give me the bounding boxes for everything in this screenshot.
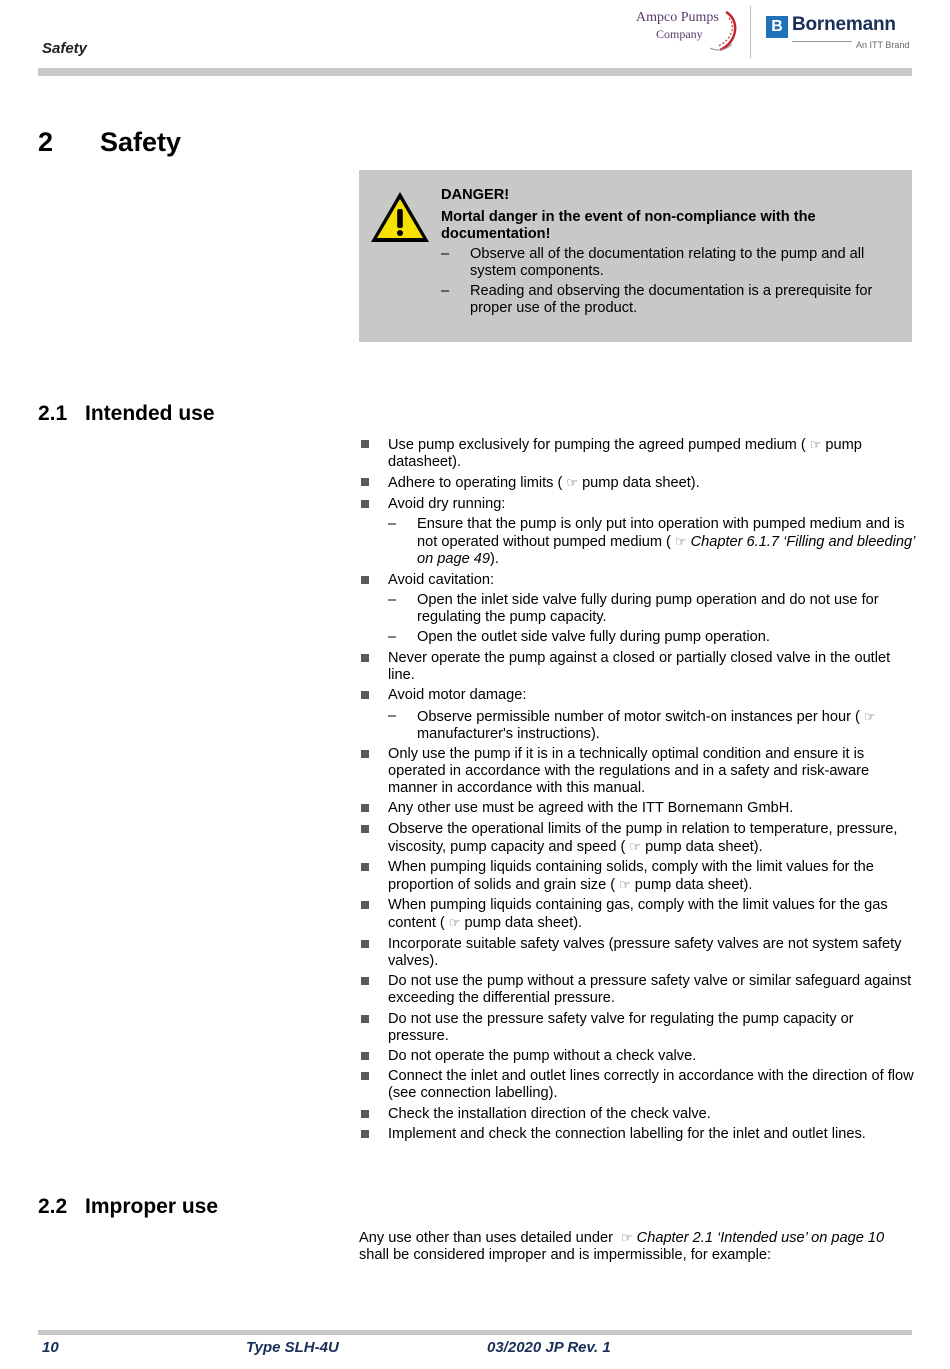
- square-bullet-icon: [361, 977, 369, 985]
- reference-text: pump data sheet: [582, 475, 691, 492]
- list-item: Incorporate suitable safety valves (pressure safety valves are not system safety valves).: [359, 936, 915, 970]
- sub-list-item: – Observe permissible number of motor switch-on instances per hour ( ☞manufacturer's instructions).: [388, 707, 876, 742]
- ampco-logo-line1: Ampco Pumps: [636, 10, 719, 25]
- list-item: Do not use the pump without a pressure safety valve or similar safeguard against exceeding the differential pressure.: [359, 973, 915, 1007]
- square-bullet-icon: [361, 576, 369, 584]
- footer-type: Type SLH-4U: [246, 1339, 339, 1356]
- list-item: Avoid motor damage:: [359, 687, 915, 704]
- danger-item: – Reading and observing the documentation is a prerequisite for proper use of the product.: [441, 283, 873, 316]
- footer-rule: [38, 1330, 912, 1335]
- bornemann-mark: B: [766, 16, 788, 38]
- footer-page-number: 10: [42, 1339, 59, 1356]
- bornemann-name: Bornemann: [792, 14, 896, 35]
- cross-reference-icon: ☞: [809, 437, 822, 452]
- section-number-2-1: 2.1: [38, 402, 68, 425]
- list-item: Never operate the pump against a closed or partially closed valve in the outlet line.: [359, 650, 915, 684]
- square-bullet-icon: [361, 654, 369, 662]
- improper-use-paragraph: Any use other than uses detailed under ☞ Chapter 2.1 ‘Intended use’ on page 10 shall be considered improper and is impermissible, for example:: [359, 1230, 885, 1263]
- cross-reference-icon: ☞: [629, 838, 642, 854]
- dash-marker: –: [388, 516, 397, 533]
- list-item: Avoid cavitation:: [359, 572, 915, 589]
- dash-marker: –: [388, 707, 397, 724]
- section-title-improper-use: Improper use: [85, 1195, 219, 1218]
- list-item: Check the installation direction of the check valve.: [359, 1106, 915, 1123]
- footer-revision: 03/2020 JP Rev. 1: [487, 1339, 611, 1356]
- logo-separator: [750, 6, 751, 58]
- reference-text: pump data sheet: [645, 838, 754, 855]
- square-bullet-icon: [361, 1052, 369, 1060]
- bornemann-tagline: An ITT Brand: [856, 40, 910, 50]
- square-bullet-icon: [361, 804, 369, 812]
- square-bullet-icon: [361, 1072, 369, 1080]
- list-item: When pumping liquids containing solids, comply with the limit values for the proportion of solids and grain size ( ☞ pump data sheet).: [359, 859, 915, 894]
- running-header-title: Safety: [42, 40, 88, 57]
- list-item: Do not use the pressure safety valve for regulating the pump capacity or pressure.: [359, 1011, 915, 1045]
- reference-text: pump data sheet: [464, 915, 574, 932]
- danger-notice: [359, 170, 912, 342]
- list-item: Only use the pump if it is in a technically optimal condition and ensure it is operated in accordance with the regulations and in a safety and risk-aware manner in accordance with this manual.: [359, 746, 915, 797]
- square-bullet-icon: [361, 750, 369, 758]
- list-item: Do not operate the pump without a check valve.: [359, 1048, 915, 1065]
- header-rule: [38, 68, 912, 76]
- square-bullet-icon: [361, 691, 369, 699]
- list-item: Implement and check the connection labelling for the inlet and outlet lines.: [359, 1126, 915, 1143]
- square-bullet-icon: [361, 500, 369, 508]
- section-number-2-2: 2.2: [38, 1195, 68, 1218]
- danger-label: DANGER!: [441, 187, 510, 203]
- square-bullet-icon: [361, 1130, 369, 1138]
- sub-list-item: – Ensure that the pump is only put into operation with pumped medium and is not operated without pumped medium ( ☞ Chapter 6.1.7 ‘Filling and bleeding’ on page 49).: [388, 516, 915, 568]
- danger-item: – Observe all of the documentation relating to the pump and all system components.: [441, 246, 865, 279]
- ampco-pumps-logo: [632, 8, 740, 54]
- cross-reference-icon: ☞: [621, 1230, 633, 1245]
- list-item: Any other use must be agreed with the ITT Bornemann GmbH.: [359, 800, 915, 817]
- intended-use-list: [359, 436, 915, 1147]
- square-bullet-icon: [361, 1110, 369, 1118]
- reference-text: pump data sheet: [634, 877, 744, 894]
- sub-list-item: – Open the outlet side valve fully during pump operation.: [388, 629, 770, 646]
- list-item: When pumping liquids containing gas, comply with the limit values for the gas content ( ☞ pump data sheet).: [359, 897, 915, 932]
- list-item: Adhere to operating limits ( ☞ pump data sheet).: [359, 474, 915, 492]
- ampco-swirl-icon: [696, 8, 740, 54]
- square-bullet-icon: [361, 478, 369, 486]
- square-bullet-icon: [361, 940, 369, 948]
- list-item: Avoid dry running:: [359, 496, 915, 513]
- square-bullet-icon: [361, 901, 369, 909]
- bornemann-rule: [792, 41, 852, 42]
- ampco-logo-line2: Company: [656, 27, 703, 41]
- chapter-title: Safety: [100, 127, 182, 157]
- reference-text: pump datasheet: [388, 437, 862, 470]
- warning-triangle-icon: [368, 189, 432, 245]
- chapter-number: 2: [38, 127, 54, 157]
- square-bullet-icon: [361, 440, 369, 448]
- danger-heading: Mortal danger in the event of non-compliance with the documentation!: [441, 209, 816, 242]
- dash-marker: –: [388, 591, 397, 608]
- square-bullet-icon: [361, 1015, 369, 1023]
- cross-reference-icon: ☞: [448, 915, 461, 931]
- square-bullet-icon: [361, 825, 369, 833]
- bornemann-logo: [766, 14, 912, 54]
- sub-list-item: – Open the inlet side valve fully during pump operation and do not use for regulating the pump capacity.: [388, 591, 879, 625]
- reference-text: manufacturer's instructions: [417, 725, 591, 742]
- square-bullet-icon: [361, 863, 369, 871]
- chapter-link[interactable]: Chapter 2.1 ‘Intended use’ on page 10: [636, 1230, 885, 1246]
- chapter-link[interactable]: Chapter 6.1.7 ‘Filling and bleeding’ on page 49: [417, 534, 915, 568]
- list-item: Connect the inlet and outlet lines correctly in accordance with the direction of flow (see connection labelling).: [359, 1068, 915, 1102]
- cross-reference-icon: ☞: [566, 475, 579, 491]
- list-item: Use pump exclusively for pumping the agreed pumped medium ( ☞ pump datasheet).: [359, 436, 915, 471]
- dash-marker: –: [388, 629, 397, 646]
- section-title-intended-use: Intended use: [85, 402, 215, 425]
- cross-reference-icon: ☞: [674, 534, 687, 550]
- cross-reference-icon: ☞: [619, 877, 631, 893]
- cross-reference-icon: ☞: [863, 708, 876, 724]
- list-item: Observe the operational limits of the pump in relation to temperature, pressure, viscosity, pump capacity and speed ( ☞ pump data sheet).: [359, 821, 915, 856]
